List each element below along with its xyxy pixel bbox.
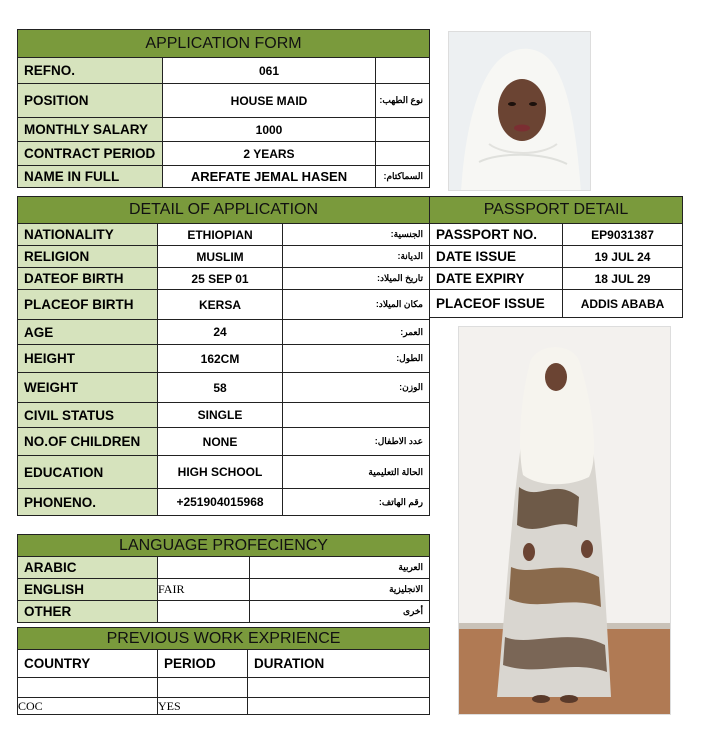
- application-form-table: [17, 29, 430, 188]
- language-row: [18, 601, 430, 623]
- weight-value: 58: [158, 373, 283, 403]
- detail-row: [18, 290, 430, 320]
- passport-row: [430, 246, 683, 268]
- position-label: POSITION: [18, 84, 163, 118]
- detail-table: [17, 196, 430, 516]
- work-period-header: PERIOD: [158, 650, 248, 678]
- language-arabic-arabic: العربية: [250, 557, 430, 579]
- passport-title: PASSPORT DETAIL: [430, 197, 683, 224]
- work-duration-header: DURATION: [248, 650, 430, 678]
- dateof-birth-value: 25 SEP 01: [158, 268, 283, 290]
- detail-row: [18, 403, 430, 428]
- refno-extra: [376, 58, 430, 84]
- dateof-birth-arabic: تاريخ الميلاد:: [283, 268, 430, 290]
- passport-row: [430, 268, 683, 290]
- work-table: [17, 627, 430, 715]
- age-arabic: العمر:: [283, 320, 430, 345]
- position-arabic: نوع الطهب:: [376, 84, 430, 118]
- refno-label: REFNO.: [18, 58, 163, 84]
- passport-date-expiry-label: DATE EXPIRY: [430, 268, 563, 290]
- salary-label: MONTHLY SALARY: [18, 118, 163, 142]
- name-value: AREFATE JEMAL HASEN: [163, 166, 376, 188]
- language-arabic-value: [158, 557, 250, 579]
- contract-value: 2 YEARS: [163, 142, 376, 166]
- work-period-cell: [158, 678, 248, 698]
- name-label: NAME IN FULL: [18, 166, 163, 188]
- position-value: HOUSE MAID: [163, 84, 376, 118]
- nationality-label: NATIONALITY: [18, 224, 158, 246]
- height-value: 162CM: [158, 345, 283, 373]
- civil-status-label: CIVIL STATUS: [18, 403, 158, 428]
- no-of-children-value: NONE: [158, 428, 283, 456]
- detail-row: [18, 224, 430, 246]
- weight-arabic: الوزن:: [283, 373, 430, 403]
- religion-label: RELIGION: [18, 246, 158, 268]
- language-other-arabic: أخرى: [250, 601, 430, 623]
- coc-value: YES: [158, 698, 248, 715]
- age-label: AGE: [18, 320, 158, 345]
- detail-row: [18, 268, 430, 290]
- phoneno-arabic: رقم الهاتف:: [283, 489, 430, 516]
- work-country-cell: [18, 678, 158, 698]
- language-row: [18, 557, 430, 579]
- detail-row: [18, 456, 430, 489]
- contract-extra: [376, 142, 430, 166]
- religion-arabic: الديانة:: [283, 246, 430, 268]
- placeof-birth-value: KERSA: [158, 290, 283, 320]
- detail-title: DETAIL OF APPLICATION: [18, 197, 430, 224]
- detail-row: [18, 345, 430, 373]
- language-table: [17, 534, 430, 623]
- religion-value: MUSLIM: [158, 246, 283, 268]
- passport-row: [430, 290, 683, 318]
- language-title: LANGUAGE PROFECIENCY: [18, 535, 430, 557]
- no-of-children-arabic: عدد الاطفال:: [283, 428, 430, 456]
- full-body-photo: [458, 326, 671, 715]
- language-other-label: OTHER: [18, 601, 158, 623]
- height-arabic: الطول:: [283, 345, 430, 373]
- detail-row: [18, 489, 430, 516]
- language-other-value: [158, 601, 250, 623]
- passport-placeof-issue-label: PLACEOF ISSUE: [430, 290, 563, 318]
- passport-passport-no-value: EP9031387: [563, 224, 683, 246]
- no-of-children-label: NO.OF CHILDREN: [18, 428, 158, 456]
- placeof-birth-label: PLACEOF BIRTH: [18, 290, 158, 320]
- placeof-birth-arabic: مكان الميلاد:: [283, 290, 430, 320]
- work-country-header: COUNTRY: [18, 650, 158, 678]
- passport-date-expiry-value: 18 JUL 29: [563, 268, 683, 290]
- work-title: PREVIOUS WORK EXPRIENCE: [18, 628, 430, 650]
- weight-label: WEIGHT: [18, 373, 158, 403]
- phoneno-value: +251904015968: [158, 489, 283, 516]
- civil-status-value: SINGLE: [158, 403, 283, 428]
- name-arabic: السماكتام:: [376, 166, 430, 188]
- detail-row: [18, 246, 430, 268]
- nationality-value: ETHIOPIAN: [158, 224, 283, 246]
- education-arabic: الحالة التعليمية: [283, 456, 430, 489]
- phoneno-label: PHONENO.: [18, 489, 158, 516]
- language-english-value: FAIR: [158, 579, 250, 601]
- dateof-birth-label: DATEOF BIRTH: [18, 268, 158, 290]
- portrait-photo: [448, 31, 591, 191]
- detail-row: [18, 320, 430, 345]
- passport-table: [429, 196, 683, 318]
- work-duration-cell: [248, 678, 430, 698]
- education-value: HIGH SCHOOL: [158, 456, 283, 489]
- contract-label: CONTRACT PERIOD: [18, 142, 163, 166]
- height-label: HEIGHT: [18, 345, 158, 373]
- passport-date-issue-value: 19 JUL 24: [563, 246, 683, 268]
- detail-row: [18, 373, 430, 403]
- language-arabic-label: ARABIC: [18, 557, 158, 579]
- application-form-title: APPLICATION FORM: [18, 30, 430, 58]
- passport-row: [430, 224, 683, 246]
- passport-passport-no-label: PASSPORT NO.: [430, 224, 563, 246]
- language-row: [18, 579, 430, 601]
- refno-value: 061: [163, 58, 376, 84]
- salary-extra: [376, 118, 430, 142]
- passport-date-issue-label: DATE ISSUE: [430, 246, 563, 268]
- age-value: 24: [158, 320, 283, 345]
- language-english-arabic: الانجليزية: [250, 579, 430, 601]
- coc-label: COC: [18, 698, 158, 715]
- detail-row: [18, 428, 430, 456]
- language-english-label: ENGLISH: [18, 579, 158, 601]
- civil-status-arabic: [283, 403, 430, 428]
- education-label: EDUCATION: [18, 456, 158, 489]
- coc-extra: [248, 698, 430, 715]
- salary-value: 1000: [163, 118, 376, 142]
- nationality-arabic: الجنسية:: [283, 224, 430, 246]
- passport-placeof-issue-value: ADDIS ABABA: [563, 290, 683, 318]
